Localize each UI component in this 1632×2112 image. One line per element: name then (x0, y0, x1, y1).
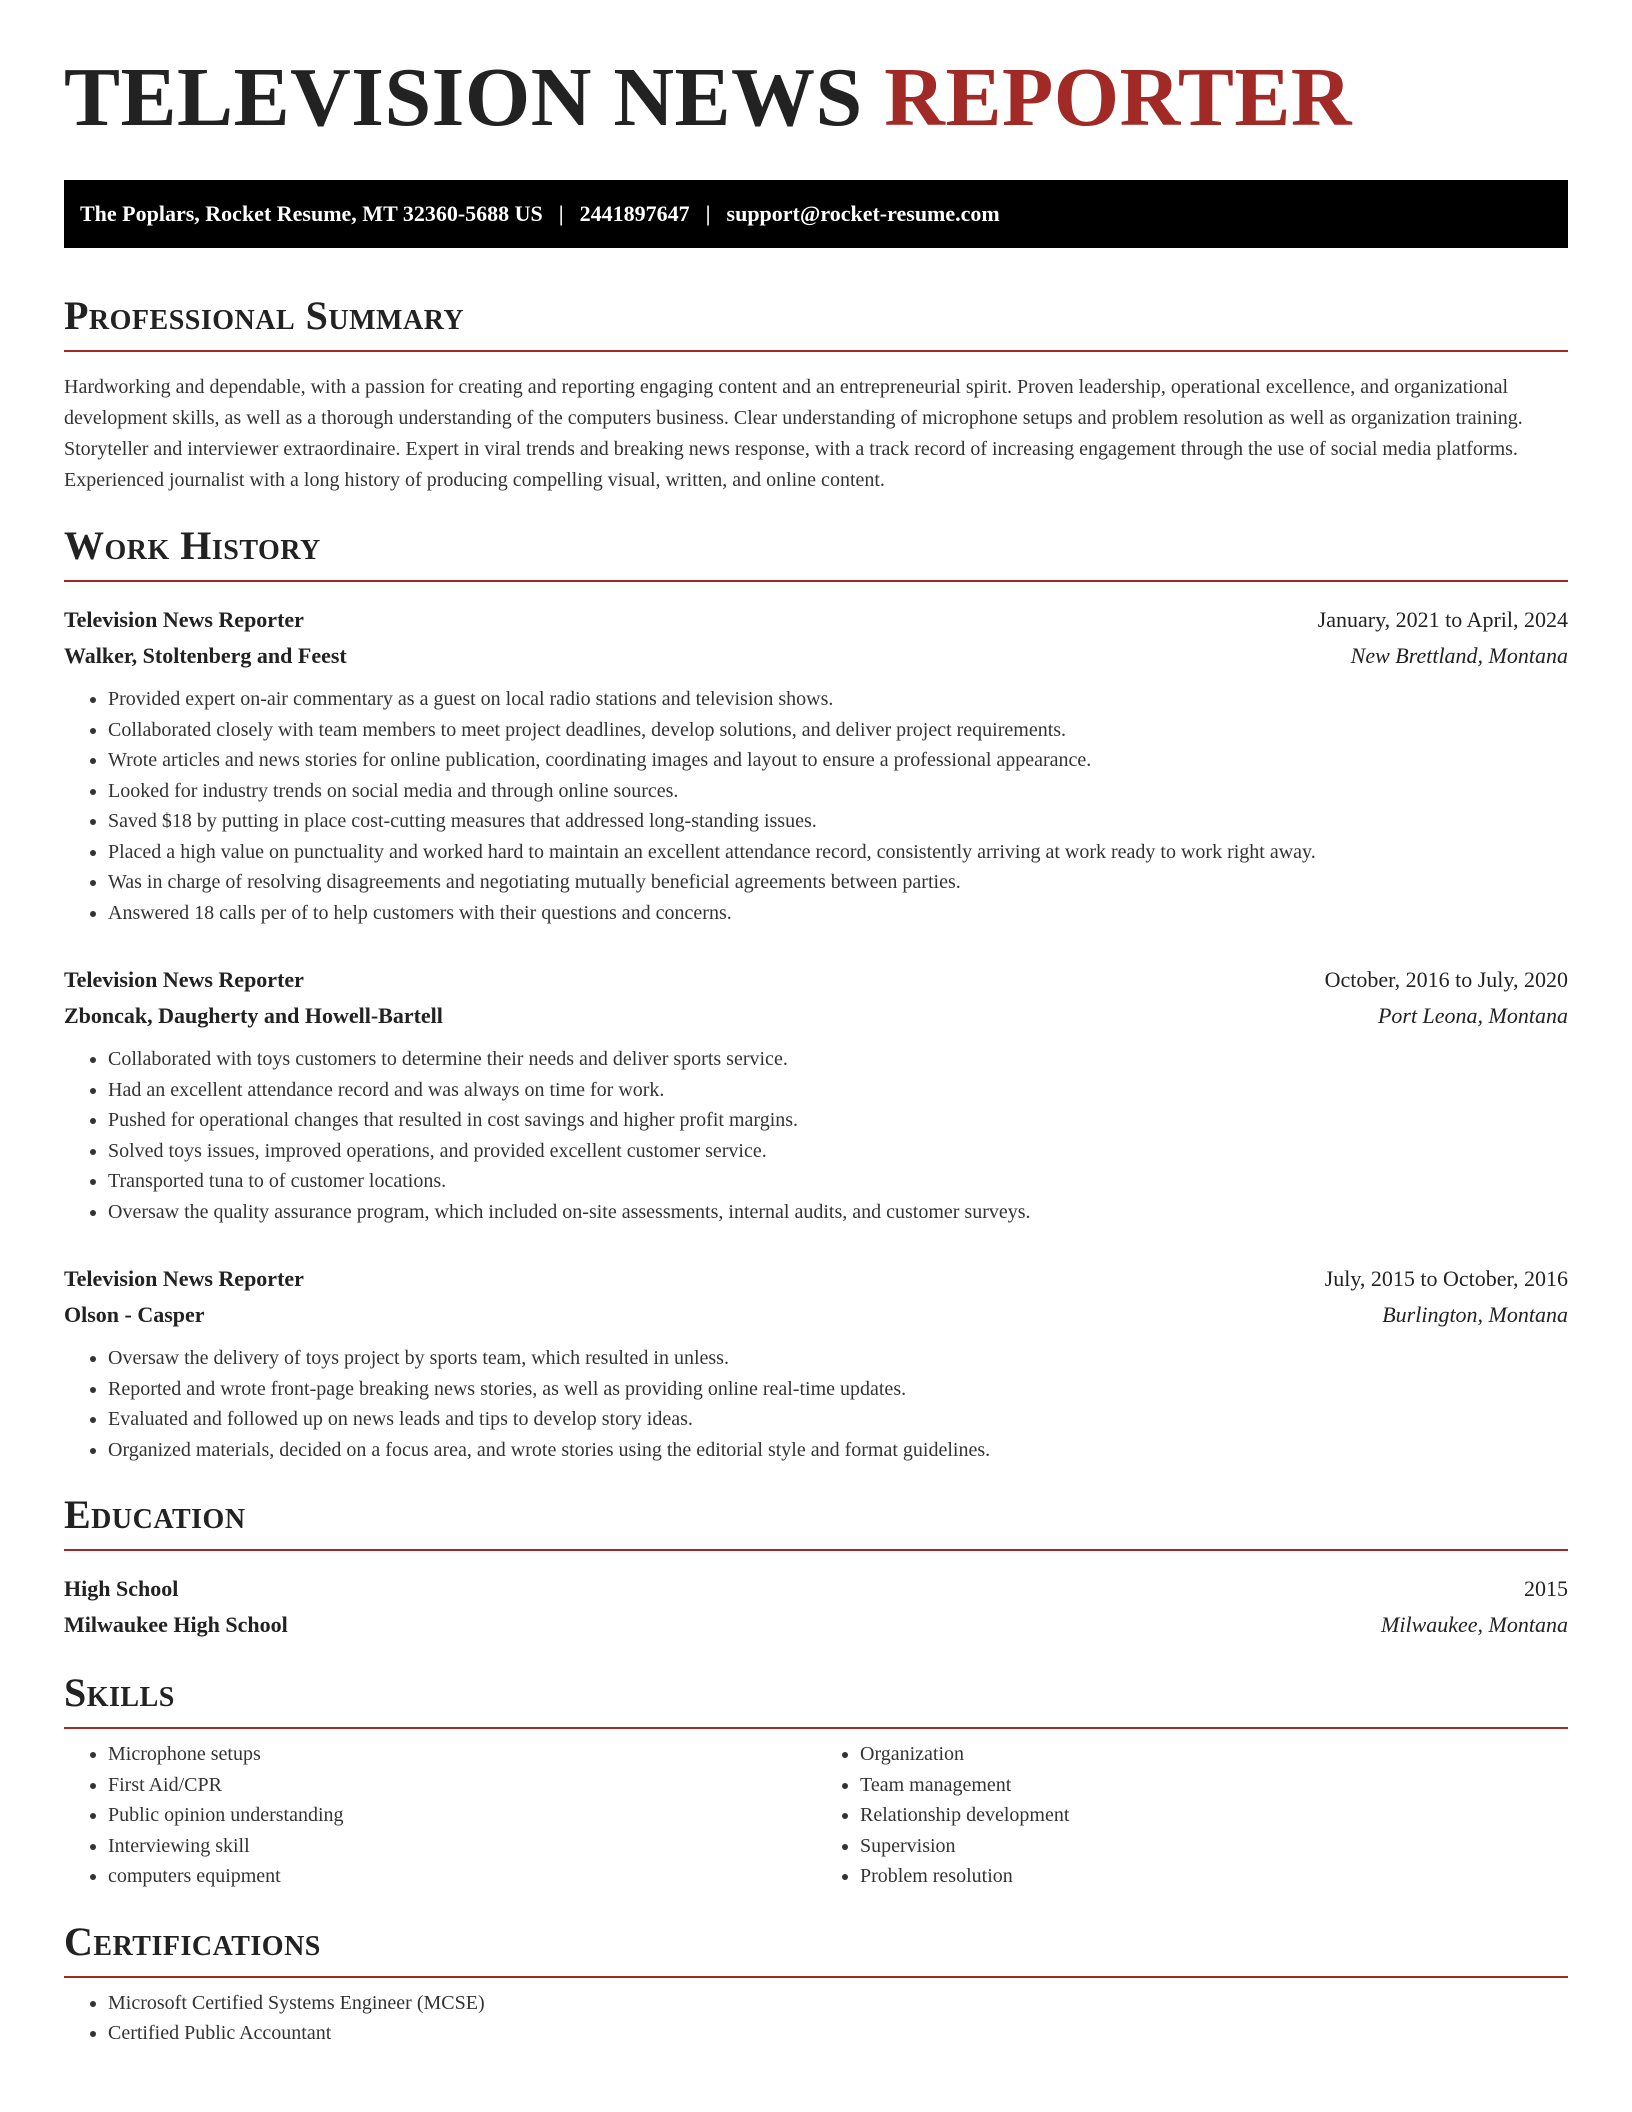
certification-item: • Certified Public Accountant (108, 2018, 1568, 2049)
job-location: Port Leona, Montana (1377, 1003, 1568, 1028)
job-bullets (64, 684, 1568, 928)
job-bullet: • Oversaw the delivery of toys project by sports team, which resulted in unless. (108, 1343, 1568, 1374)
job-bullet: • Answered 18 calls per of to help customers with their questions and concerns. (108, 898, 1568, 929)
job-location: Burlington, Montana (1382, 1302, 1568, 1327)
skill-item: • Interviewing skill (108, 1831, 816, 1862)
skills-list (64, 1739, 1568, 1892)
skill-item: • Microphone setups (108, 1739, 816, 1770)
skill-item: • computers equipment (108, 1861, 816, 1892)
job-header-row (64, 962, 1568, 998)
skill-item: • Relationship development (860, 1800, 1568, 1831)
contact-email[interactable]: support@rocket-resume.com (726, 201, 1000, 226)
job-entry (64, 1261, 1568, 1465)
work-history-heading: Work History (64, 524, 1568, 582)
contact-separator: | (705, 201, 711, 226)
job-bullet: • Solved toys issues, improved operations, and provided excellent customer service. (108, 1136, 1568, 1167)
skill-item: • Supervision (860, 1831, 1568, 1862)
job-entry (64, 962, 1568, 1227)
job-bullet: • Provided expert on-air commentary as a guest on local radio stations and television shows. (108, 684, 1568, 715)
job-title: Television News Reporter (64, 1266, 304, 1291)
job-bullet: • Reported and wrote front-page breaking news stories, as well as providing online real-time updates. (108, 1374, 1568, 1405)
certifications-list (64, 1988, 1568, 2049)
job-bullet: • Had an excellent attendance record and was always on time for work. (108, 1075, 1568, 1106)
job-dates: January, 2021 to April, 2024 (1317, 607, 1568, 632)
job-bullet: • Looked for industry trends on social media and through online sources. (108, 776, 1568, 807)
skills-heading: Skills (64, 1671, 1568, 1729)
title-main: TELEVISION NEWS (64, 51, 863, 144)
education-heading: Education (64, 1493, 1568, 1551)
job-bullet: • Evaluated and followed up on news leads and tips to develop story ideas. (108, 1404, 1568, 1435)
job-dates: October, 2016 to July, 2020 (1324, 967, 1568, 992)
job-company: Walker, Stoltenberg and Feest (64, 643, 347, 668)
job-bullet: • Oversaw the quality assurance program, which included on-site assessments, internal audits, and customer surveys. (108, 1197, 1568, 1228)
skills-column-right (816, 1739, 1568, 1892)
skills-column-left (64, 1739, 816, 1892)
job-bullet: • Collaborated closely with team members to meet project deadlines, develop solutions, and deliver project requirements. (108, 715, 1568, 746)
skill-item: • First Aid/CPR (108, 1770, 816, 1801)
job-company-row (64, 998, 1568, 1034)
certification-item: • Microsoft Certified Systems Engineer (MCSE) (108, 1988, 1568, 2019)
job-location: New Brettland, Montana (1350, 643, 1568, 668)
job-company: Zboncak, Daugherty and Howell-Bartell (64, 1003, 443, 1028)
education-year: 2015 (1524, 1576, 1568, 1601)
certifications-heading: Certifications (64, 1920, 1568, 1978)
summary-heading: Professional Summary (64, 294, 1568, 352)
job-bullet: • Collaborated with toys customers to determine their needs and deliver sports service. (108, 1044, 1568, 1075)
job-bullet: • Pushed for operational changes that resulted in cost savings and higher profit margins. (108, 1105, 1568, 1136)
job-bullet: • Organized materials, decided on a focus area, and wrote stories using the editorial style and format guidelines. (108, 1435, 1568, 1466)
contact-phone[interactable]: 2441897647 (579, 201, 690, 226)
contact-address: The Poplars, Rocket Resume, MT 32360-5688 US (80, 201, 543, 226)
job-header-row (64, 602, 1568, 638)
job-bullets (64, 1343, 1568, 1465)
job-bullet: • Placed a high value on punctuality and worked hard to maintain an excellent attendance record, consistently arriving at work ready to work right away. (108, 837, 1568, 868)
job-bullet: • Was in charge of resolving disagreements and negotiating mutually beneficial agreements between parties. (108, 867, 1568, 898)
education-school: Milwaukee High School (64, 1612, 288, 1637)
resume-title (64, 0, 1568, 144)
work-history-list (64, 602, 1568, 1465)
education-entry (64, 1571, 1568, 1643)
education-location: Milwaukee, Montana (1381, 1612, 1568, 1637)
skill-item: • Team management (860, 1770, 1568, 1801)
job-header-row (64, 1261, 1568, 1297)
job-title: Television News Reporter (64, 607, 304, 632)
skill-item: • Organization (860, 1739, 1568, 1770)
job-bullets (64, 1044, 1568, 1227)
job-title: Television News Reporter (64, 967, 304, 992)
contact-separator: | (558, 201, 564, 226)
contact-bar (64, 180, 1568, 248)
job-dates: July, 2015 to October, 2016 (1324, 1266, 1568, 1291)
job-entry (64, 602, 1568, 928)
education-degree: High School (64, 1576, 179, 1601)
job-bullet: • Saved $18 by putting in place cost-cutting measures that addressed long-standing issues. (108, 806, 1568, 837)
job-bullet: • Wrote articles and news stories for online publication, coordinating images and layout to ensure a professional appearance. (108, 745, 1568, 776)
job-company: Olson - Casper (64, 1302, 205, 1327)
job-company-row (64, 638, 1568, 674)
skill-item: • Public opinion understanding (108, 1800, 816, 1831)
skill-item: • Problem resolution (860, 1861, 1568, 1892)
job-company-row (64, 1297, 1568, 1333)
job-bullet: • Transported tuna to of customer locations. (108, 1166, 1568, 1197)
title-accent: REPORTER (884, 51, 1353, 144)
summary-text: Hardworking and dependable, with a passion for creating and reporting engaging content and an entrepreneurial spirit. Proven leadership, operational excellence, and organizational development skills, as well as a thorough understanding of the computers business. Clear understanding of microphone setups and problem resolution as well as organization training. Storyteller and interviewer extraordinaire. Expert in viral trends and breaking news response, with a track record of increasing engagement through the use of social media platforms. Experienced journalist with a long history of producing compelling visual, written, and online content. (64, 376, 1523, 491)
